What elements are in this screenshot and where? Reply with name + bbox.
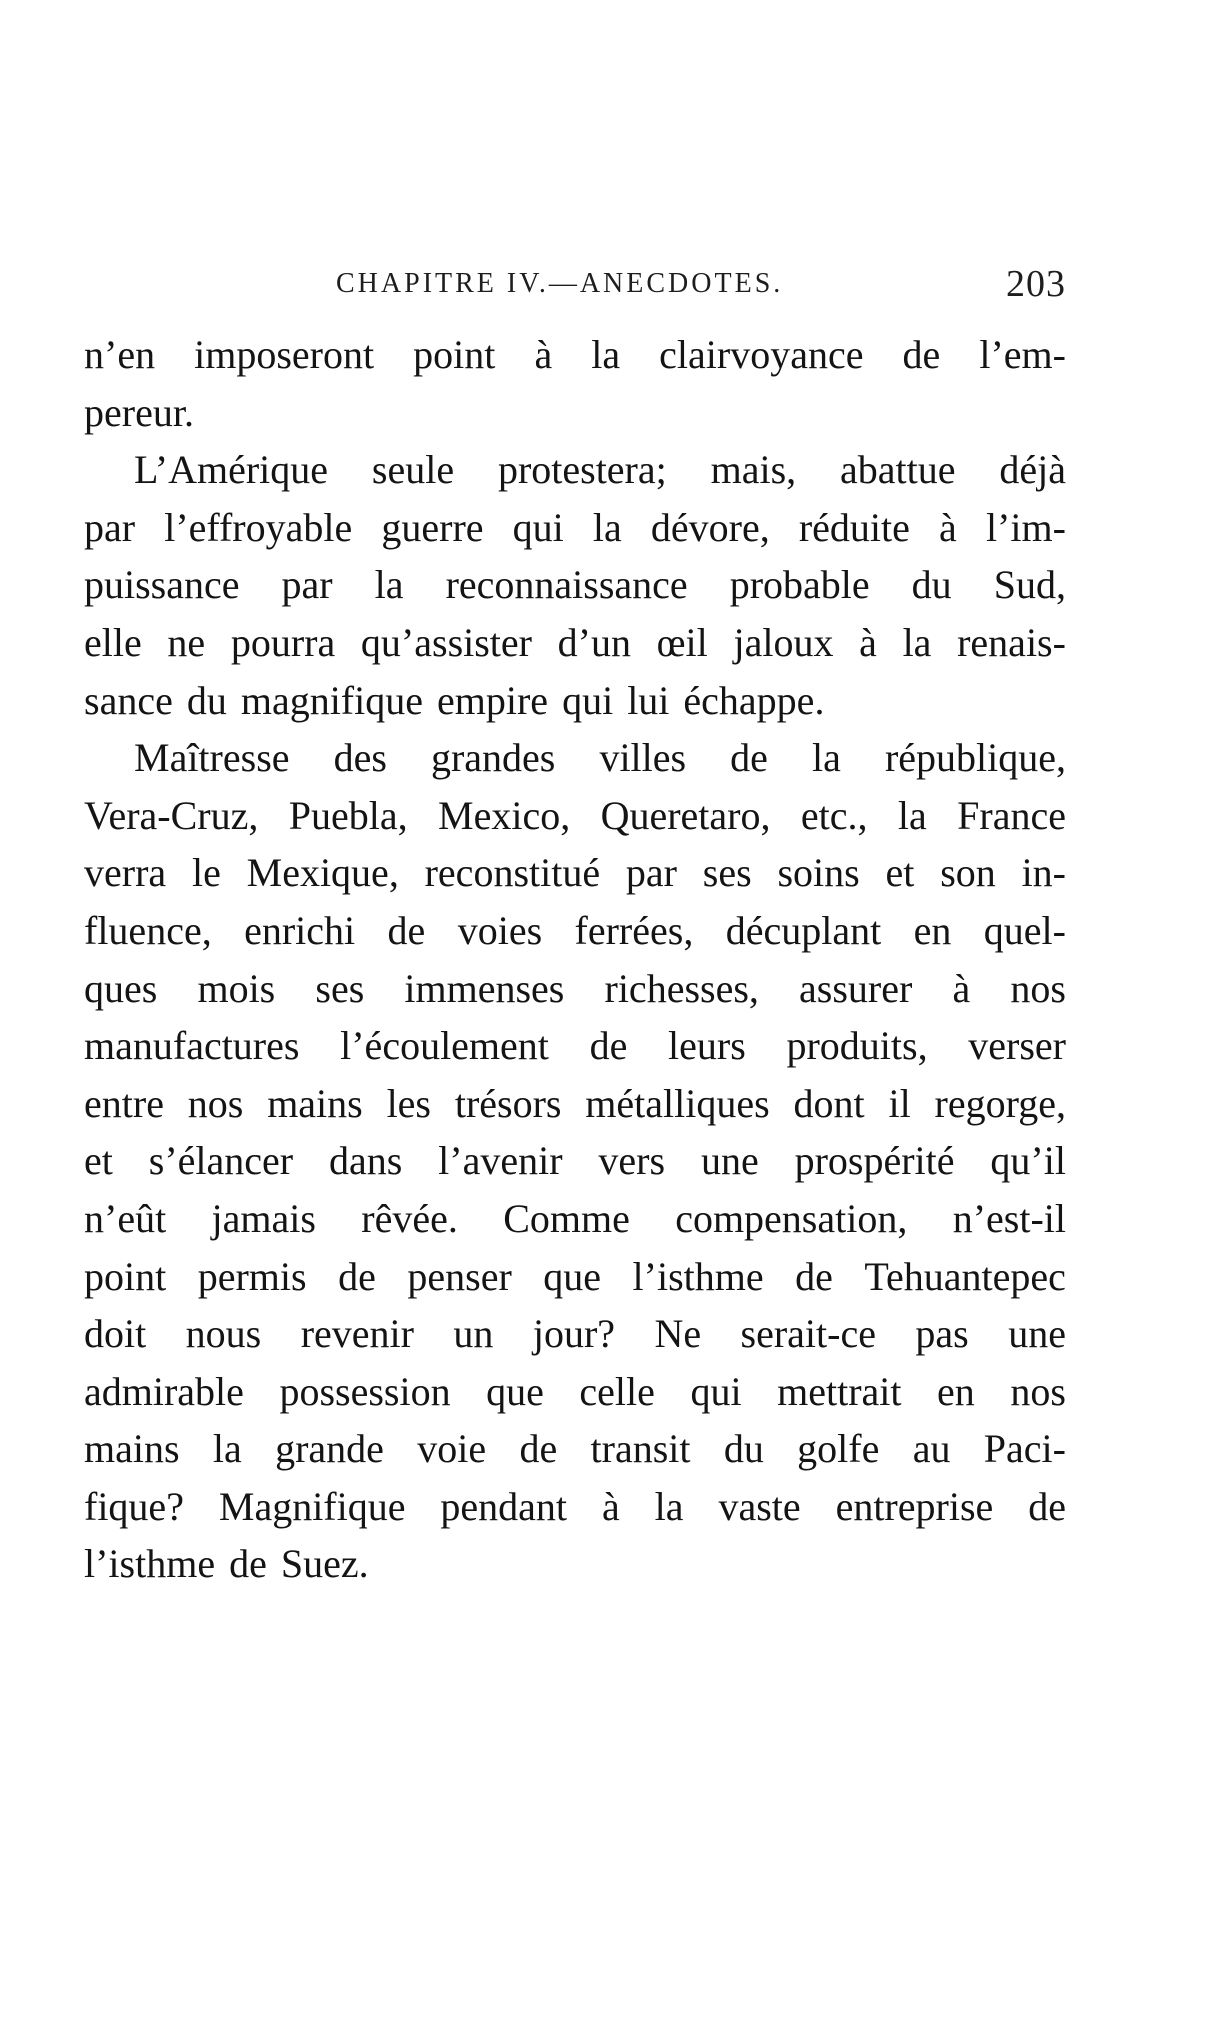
text-line: l’isthme de Suez.	[84, 1541, 369, 1587]
text-line: ques mois ses immenses richesses, assurer à nos	[84, 965, 1066, 1011]
running-head: CHAPITRE IV.—ANECDOTES.	[336, 268, 784, 299]
text-line: verra le Mexique, reconstitué par ses soins et son in-	[84, 850, 1066, 896]
text-line: mains la grande voie de transit du golfe au Paci-	[84, 1426, 1066, 1472]
text-line: manufactures l’écoulement de leurs produits, verser	[84, 1023, 1066, 1069]
text-line: elle ne pourra qu’assister d’un œil jaloux à la renais-	[84, 619, 1066, 665]
text-line: pereur.	[84, 389, 194, 435]
text-line: puissance par la reconnaissance probable du Sud,	[84, 562, 1066, 608]
body-text	[84, 326, 1066, 1593]
text-line: par l’effroyable guerre qui la dévore, réduite à l’im-	[84, 504, 1066, 550]
text-line: n’en imposeront point à la clairvoyance de l’em-	[84, 332, 1066, 377]
page-number: 203	[1006, 263, 1066, 305]
text-line: sance du magnifique empire qui lui échappe.	[84, 677, 825, 723]
text-line: admirable possession que celle qui mettrait en nos	[84, 1368, 1066, 1414]
text-line: fique? Magnifique pendant à la vaste entreprise de	[84, 1483, 1066, 1529]
text-line: et s’élancer dans l’avenir vers une prospérité qu’il	[84, 1138, 1066, 1184]
text-line: L’Amérique seule protestera; mais, abattue déjà	[134, 447, 1066, 493]
text-line: doit nous revenir un jour? Ne serait-ce pas une	[84, 1311, 1066, 1357]
text-line: Maîtresse des grandes villes de la république,	[134, 735, 1066, 781]
text-line: fluence, enrichi de voies ferrées, décuplant en quel-	[84, 907, 1066, 953]
text-line: n’eût jamais rêvée. Comme compensation, n’est-il	[84, 1195, 1066, 1241]
page-header	[84, 262, 1066, 306]
text-line: Vera-Cruz, Puebla, Mexico, Queretaro, etc., la France	[84, 792, 1066, 838]
text-line: point permis de penser que l’isthme de Tehuantepec	[84, 1253, 1066, 1299]
text-line: entre nos mains les trésors métalliques dont il regorge,	[84, 1080, 1066, 1126]
